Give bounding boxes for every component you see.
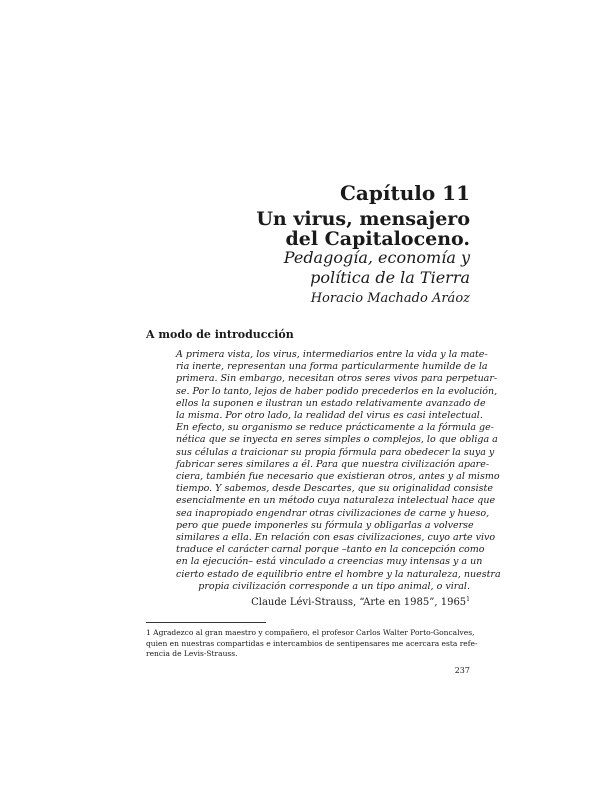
epigraph-line: la misma. Por otro lado, la realidad del virus es casi intelectual. bbox=[176, 410, 483, 422]
epigraph-line: tiempo. Y sabemos, desde Descartes, que su originalidad consiste bbox=[176, 483, 493, 495]
epigraph-line: ria inerte, representan una forma particularmente humilde de la bbox=[176, 361, 488, 373]
epigraph-line: similares a ella. En relación con esas civilizaciones, cuyo arte vivo bbox=[176, 532, 496, 544]
epigraph-line: pero que puede imponerles su fórmula y obligarlas a volverse bbox=[176, 519, 474, 531]
chapter-title-line: del Capitaloceno. bbox=[285, 228, 470, 250]
chapter-subtitle-line: política de la Tierra bbox=[310, 268, 470, 287]
epigraph-line: ciera, también fue necesario que existieran otros, antes y al mismo bbox=[176, 471, 500, 483]
chapter-title bbox=[150, 209, 470, 249]
epigraph-line: se. Por lo tanto, lejos de haber podido precederlos en la evolución, bbox=[176, 385, 498, 397]
footnote-divider bbox=[146, 622, 266, 623]
epigraph-line: ellos la suponen e ilustran un estado relativamente avanzado de bbox=[176, 397, 486, 409]
chapter-title-line: Un virus, mensajero bbox=[256, 208, 470, 230]
footnote-reference[interactable]: 1 bbox=[466, 596, 470, 603]
page-number: 237 bbox=[454, 666, 470, 675]
chapter-subtitle bbox=[150, 248, 470, 288]
chapter-author: Horacio Machado Aráoz bbox=[310, 291, 470, 306]
epigraph-line: primera. Sin embargo, necesitan otros seres vivos para perpetuar- bbox=[176, 373, 498, 385]
epigraph-quote bbox=[176, 349, 501, 593]
epigraph-line: A primera vista, los virus, intermediarios entre la vida y la mate- bbox=[176, 349, 488, 360]
epigraph-line: sea inapropiado engendrar otras civilizaciones de carne y hueso, bbox=[176, 507, 490, 519]
chapter-number: Capítulo 11 bbox=[340, 181, 470, 205]
section-heading: A modo de introducción bbox=[146, 328, 294, 341]
epigraph-line: cierto estado de equilibrio entre el hombre y la naturaleza, nuestra bbox=[176, 568, 501, 580]
chapter-subtitle-line: Pedagogía, economía y bbox=[283, 248, 470, 267]
footnote-line: quien en nuestras compartidas e intercambios de sentipensares me acercara esta refe- bbox=[146, 638, 478, 648]
footnote-line: rencia de Levis-Strauss. bbox=[146, 649, 238, 659]
epigraph-line: esencialmente en un método cuya naturaleza intelectual hace que bbox=[176, 495, 496, 507]
epigraph-line: en la ejecución– está vinculado a creencias muy intensas y a un bbox=[176, 556, 483, 568]
footnote bbox=[146, 628, 478, 660]
epigraph-line: En efecto, su organismo se reduce prácticamente a la fórmula ge- bbox=[176, 422, 494, 434]
attribution-text: Claude Lévi-Strauss, “Arte en 1985”, 1965 bbox=[251, 597, 467, 608]
epigraph-line: sus células a traicionar su propia fórmula para obedecer la suya y bbox=[176, 446, 495, 458]
epigraph-line: nética que se inyecta en seres simples o complejos, lo que obliga a bbox=[176, 434, 498, 446]
epigraph-attribution bbox=[251, 593, 470, 609]
epigraph-line: propia civilización corresponde a un tipo animal, o viral. bbox=[198, 580, 470, 592]
epigraph-line: traduce el carácter carnal porque –tanto en la concepción como bbox=[176, 544, 485, 556]
footnote-line: 1 Agradezco al gran maestro y compañero, el profesor Carlos Walter Porto-Goncalves, bbox=[146, 628, 475, 637]
epigraph-line: fabricar seres similares a él. Para que nuestra civilización apare- bbox=[176, 458, 490, 470]
